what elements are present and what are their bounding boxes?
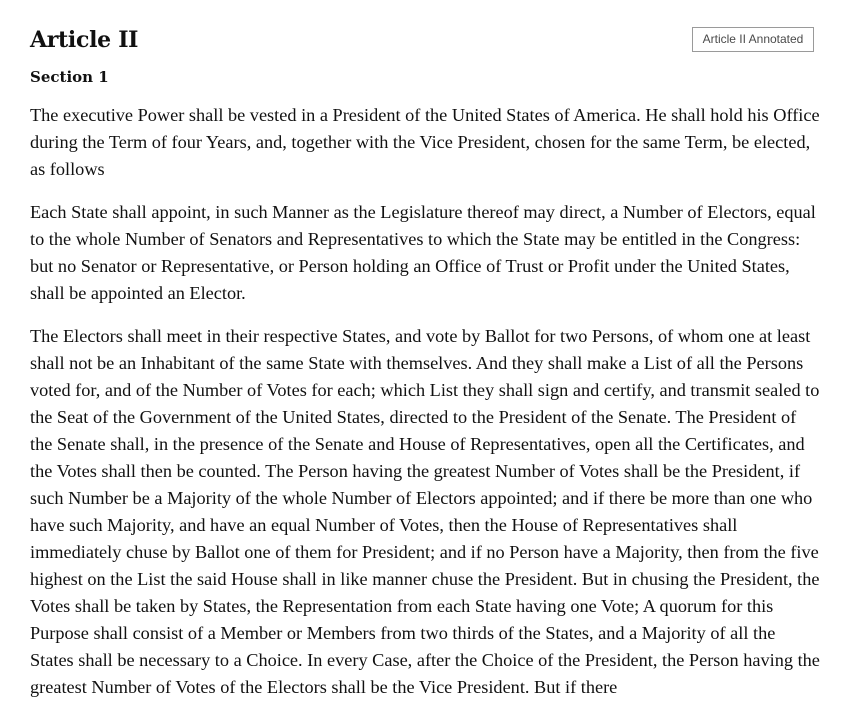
section-heading: Section 1 (30, 68, 109, 86)
article-annotated-button[interactable]: Article II Annotated (692, 27, 814, 52)
paragraph: The Electors shall meet in their respective States, and vote by Ballot for two Persons, of whom one at least shall not be an Inhabitant of the same State with themselves. And they shall make a List of all the Persons voted for, and of the Number of Votes for each; which List they shall sign and certify, and transmit sealed to the Seat of the Government of the United States, directed to the President of the Senate. The President of the Senate shall, in the presence of the Senate and House of Representatives, open all the Certificates, and the Votes shall then be counted. The Person having the greatest Number of Votes shall be the President, if such Number be a Majority of the whole Number of Electors appointed; and if there be more than one who have such Majority, and have an equal Number of Votes, then the House of Representatives shall immediately chuse by Ballot one of them for President; and if no Person have a Majority, then from the five highest on the List the said House shall in like manner chuse the President. But in chusing the President, the Votes shall be taken by States, the Representation from each State having one Vote; A quorum for this Purpose shall consist of a Member or Members from two thirds of the States, and a Majority of all the States shall be necessary to a Choice. In every Case, after the Choice of the President, the Person having the greatest Number of Votes of the Electors shall be the Vice President. But if there (30, 326, 820, 697)
paragraph: The executive Power shall be vested in a President of the United States of America. He shall hold his Office during the Term of four Years, and, together with the Vice President, chosen for the same Term, be elected, as follows (30, 105, 820, 179)
page-title: Article II (30, 27, 139, 53)
paragraph: Each State shall appoint, in such Manner as the Legislature thereof may direct, a Number of Electors, equal to the whole Number of Senators and Representatives to which the State may be entitled in the Congress: but no Senator or Representative, or Person holding an Office of Trust or Profit under the United States, shall be appointed an Elector. (30, 202, 816, 303)
section-body (30, 102, 820, 717)
